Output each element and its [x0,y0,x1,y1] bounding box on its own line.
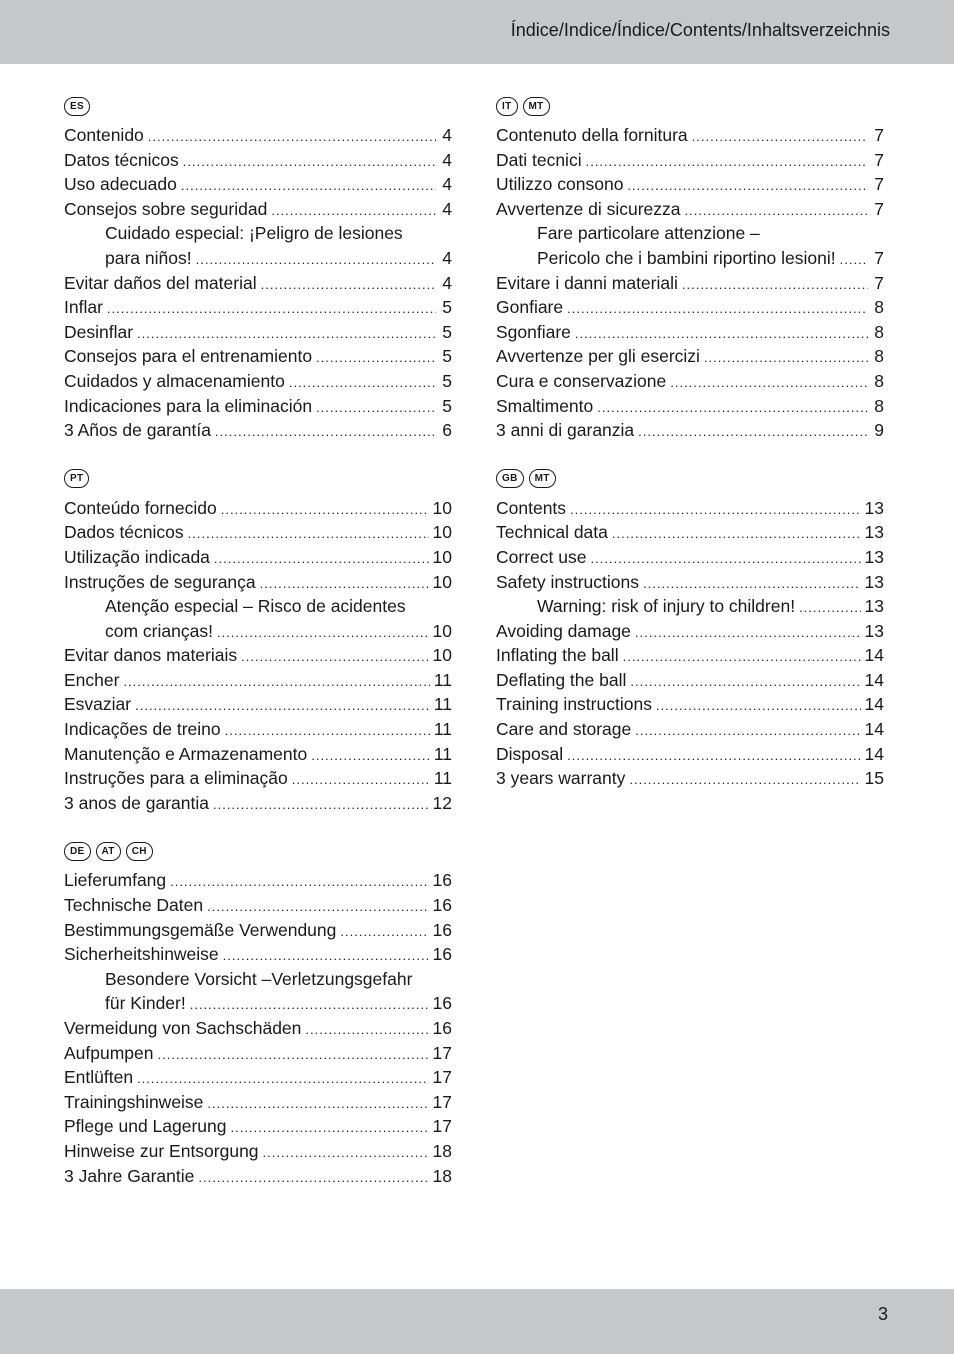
page-header [0,0,954,64]
toc-entry-label: 3 anni di garanzia [496,420,635,441]
toc-entry[interactable] [64,918,452,943]
dot-leader [188,522,429,547]
toc-entry-label: Avvertenze per gli esercizi [496,346,700,367]
dot-leader [231,1116,429,1141]
toc-entry-page: 4 [442,125,452,145]
language-badge: PT [64,469,89,488]
dot-leader [292,768,430,793]
toc-entry-page: 14 [864,694,884,715]
toc-entry-page: 4 [442,198,452,219]
toc-entry[interactable] [496,148,884,173]
toc-entry-page: 5 [442,321,452,342]
toc-entry-label: Evitar daños del material [64,272,257,293]
language-badge: GB [496,469,524,488]
toc-entry-label: Inflar [64,297,103,318]
toc-entry[interactable] [496,418,884,443]
toc-section-de [64,839,452,1188]
toc-entry-label: Avoiding damage [496,620,631,641]
toc-entry-page: 18 [432,1140,452,1161]
toc-entry-label: Contents [496,497,567,518]
language-badge: CH [126,842,153,861]
dot-leader [170,870,428,895]
toc-entry-page: 8 [874,370,884,391]
toc-entry-page: 17 [432,1067,452,1088]
dot-leader [570,498,860,523]
toc-entry-page: 11 [433,768,452,789]
dot-leader [316,396,436,421]
toc-entry-label: Consejos para el entrenamiento [64,346,313,367]
toc-entry[interactable] [496,496,884,521]
dot-leader [627,174,868,199]
dot-leader [107,297,436,322]
toc-entry[interactable] [64,246,452,271]
toc-entry-page: 6 [442,420,452,441]
toc-entry-subline: Atenção especial – Risco de acidentes [105,596,406,617]
dot-leader [670,371,868,396]
toc-entry-page: 7 [874,149,884,170]
toc-section-pt [64,467,452,816]
toc-entry-label: Avvertenze di sicurezza [496,198,681,219]
toc-entry[interactable] [64,369,452,394]
language-badges [496,467,884,491]
dot-leader [225,719,430,744]
dot-leader [214,547,429,572]
dot-leader [207,1092,428,1117]
toc-entry[interactable] [64,271,452,296]
toc-entry[interactable] [496,766,884,791]
toc-entry-page: 13 [864,546,884,567]
toc-entry-page: 8 [874,346,884,367]
toc-entry-page: 14 [864,669,884,690]
toc-entry[interactable] [64,717,452,742]
language-badges [64,94,452,118]
toc-entry-label: Safety instructions [496,571,639,592]
dot-leader [629,768,860,793]
toc-entry-label: Evitare i danni materiali [496,272,678,293]
language-badge: ES [64,97,90,116]
toc-entry[interactable] [64,570,452,595]
toc-entry-label: Smaltimento [496,395,594,416]
toc-entry[interactable] [64,394,452,419]
toc-entry-label: Inflating the ball [496,645,619,666]
toc-entry-label: 3 years warranty [496,768,626,789]
toc-entry[interactable] [496,545,884,570]
toc-entry-label: Entlüften [64,1067,134,1088]
dot-leader [148,125,436,150]
toc-entry-page: 16 [432,993,452,1014]
toc-entry-label: Technical data [496,522,608,543]
toc-entry[interactable] [64,791,452,816]
toc-entry-page: 18 [432,1165,452,1186]
toc-entry-label: Deflating the ball [496,669,627,690]
dot-leader [181,174,436,199]
toc-entry-label: Disposal [496,743,564,764]
toc-entry-label: 3 anos de garantia [64,792,209,813]
toc-entry-label: Encher [64,669,120,690]
dot-leader [597,396,868,421]
toc-entry[interactable] [64,123,452,148]
toc-entry-page: 14 [864,645,884,666]
toc-entry-page: 11 [433,669,452,690]
toc-entry[interactable] [496,692,884,717]
toc-entry-label: Instruções de segurança [64,571,256,592]
toc-entry-label: Training instructions [496,694,652,715]
toc-entry-page: 4 [442,174,452,195]
toc-entry[interactable] [496,619,884,644]
dot-leader [196,248,436,273]
toc-entry[interactable] [64,172,452,197]
dot-leader [840,248,868,273]
toc-entry-page: 7 [874,125,884,145]
toc-entry[interactable] [64,1114,452,1139]
toc-entry-page: 10 [432,645,452,666]
toc-entry-subline: Fare particolare attenzione – [537,223,760,244]
dot-leader [567,297,868,322]
toc-entry[interactable] [496,570,884,595]
toc-entry-label: Utilizzo consono [496,174,624,195]
toc-entry-label: Pflege und Lagerung [64,1116,227,1137]
toc-entry[interactable] [64,295,452,320]
toc-entry-page: 15 [864,768,884,789]
dot-leader [223,944,429,969]
toc-entry-page: 4 [442,149,452,170]
dot-leader [123,670,429,695]
toc-entry-label: Hinweise zur Entsorgung [64,1140,259,1161]
toc-entry-label: Desinflar [64,321,134,342]
toc-entry[interactable] [64,545,452,570]
toc-entry[interactable] [496,344,884,369]
page-footer [0,1289,954,1354]
dot-leader [635,621,861,646]
toc-entry-label: Utilização indicada [64,546,210,567]
toc-entry-page: 7 [874,174,884,195]
toc-entry[interactable] [496,394,884,419]
toc-entry[interactable] [64,1090,452,1115]
toc-entry[interactable] [496,717,884,742]
toc-entry-page: 16 [432,895,452,916]
dot-leader [635,719,860,744]
toc-entry[interactable] [64,619,452,644]
toc-entry[interactable] [496,271,884,296]
dot-leader [137,322,436,347]
dot-leader [590,547,860,572]
toc-entry[interactable] [496,320,884,345]
toc-entry-page: 10 [432,497,452,518]
dot-leader [704,346,868,371]
toc-entry[interactable] [64,320,452,345]
toc-entry[interactable] [496,197,884,222]
toc-entry-label: Cura e conservazione [496,370,667,391]
toc-section-es [64,94,452,443]
toc-entry[interactable] [64,766,452,791]
toc-entry[interactable] [64,742,452,767]
dot-leader [799,596,860,621]
dot-leader [217,621,429,646]
toc-entry-page: 13 [864,522,884,543]
toc-entry[interactable] [64,520,452,545]
toc-entry-page: 17 [432,1042,452,1063]
toc-entry-label: für Kinder! [105,993,186,1014]
dot-leader [612,522,861,547]
dot-leader [685,199,869,224]
toc-entry-subline: Besondere Vorsicht –Verletzungsgefahr [105,968,413,989]
language-badge: MT [529,469,556,488]
dot-leader [643,572,861,597]
dot-leader [316,346,436,371]
toc-entry-label: Trainingshinweise [64,1091,204,1112]
toc-entry-page: 10 [432,522,452,543]
toc-entry-page: 16 [432,919,452,940]
toc-entry-label: Uso adecuado [64,174,177,195]
toc-entry-page: 12 [432,792,452,813]
toc-entry-page: 10 [432,620,452,641]
language-badge: IT [496,97,518,116]
toc-section-gb [496,467,884,791]
toc-entry-label: Aufpumpen [64,1042,154,1063]
dot-leader [137,1067,428,1092]
dot-leader [567,744,860,769]
toc-entry[interactable] [496,742,884,767]
toc-entry-label: para niños! [105,247,192,268]
toc-entry-page: 7 [874,247,884,268]
toc-entry-page: 11 [433,694,452,715]
toc-entry-label: Dati tecnici [496,149,582,170]
toc-entry-label: com crianças! [105,620,213,641]
toc-entry-page: 14 [864,719,884,740]
language-badges [64,839,452,863]
toc-entry-page: 8 [874,321,884,342]
toc-entry-label: Contenido [64,125,144,145]
toc-entry-page: 5 [442,346,452,367]
toc-entry-subline: Cuidado especial: ¡Peligro de lesiones [105,223,403,244]
left-column [64,94,452,1212]
toc-entry[interactable] [64,668,452,693]
dot-leader [207,895,428,920]
toc-entry[interactable] [64,1139,452,1164]
toc-entry-page: 17 [432,1091,452,1112]
dot-leader [213,793,429,818]
toc-entry[interactable] [64,496,452,521]
dot-leader [135,694,430,719]
toc-entry-label: Datos técnicos [64,149,179,170]
toc-entry[interactable] [64,643,452,668]
dot-leader [575,322,868,347]
toc-entry-label: Gonfiare [496,297,564,318]
dot-leader [311,744,430,769]
toc-entry[interactable] [64,1065,452,1090]
toc-entry-label: Evitar danos materiais [64,645,238,666]
toc-entry-page: 13 [864,497,884,518]
language-badges [496,94,884,118]
dot-leader [271,199,436,224]
dot-leader [638,420,868,445]
language-badge: MT [523,97,550,116]
dot-leader [158,1043,429,1068]
toc-entry-page: 13 [864,596,884,617]
toc-entry-label: Technische Daten [64,895,204,916]
right-column [496,94,884,815]
dot-leader [682,273,868,298]
toc-entry-page: 5 [442,395,452,416]
toc-entry-page: 16 [432,1018,452,1038]
toc-entry-label: Sicherheitshinweise [64,944,219,965]
toc-entry-label: Warning: risk of injury to children! [537,596,796,617]
toc-entry-page: 9 [874,420,884,441]
page-number: 3 [877,1304,888,1324]
toc-entry-page: 4 [442,247,452,268]
toc-entry[interactable] [64,991,452,1016]
header-title: Índice/Indice/Índice/Contents/Inhaltsverzeichnis [510,20,890,40]
dot-leader [630,670,860,695]
toc-entry-label: Dados técnicos [64,522,184,543]
toc-entry-page: 13 [864,571,884,592]
toc-entry-label: Bestimmungsgemäße Verwendung [64,919,337,940]
toc-entry-page: 10 [432,546,452,567]
toc-entry[interactable] [64,1164,452,1189]
toc-entry[interactable] [496,643,884,668]
dot-leader [215,420,436,445]
language-badge: DE [64,842,91,861]
toc-entry-page: 16 [432,944,452,965]
toc-entry-label: Conteúdo fornecido [64,497,217,518]
toc-entry-label: Cuidados y almacenamiento [64,370,285,391]
toc-entry[interactable] [496,594,884,619]
toc-entry[interactable] [496,369,884,394]
toc-entry-page: 17 [432,1116,452,1137]
language-badges [64,467,452,491]
toc-entry-label: Sgonfiare [496,321,571,342]
toc-entry-page: 4 [442,272,452,293]
dot-leader [190,993,429,1018]
language-badge: AT [96,842,121,861]
toc-entry[interactable] [64,868,452,893]
toc-entry-label: Pericolo che i bambini riportino lesioni! [537,247,836,268]
toc-entry-label: 3 Años de garantía [64,420,211,441]
toc-entry-label: Esvaziar [64,694,132,715]
dot-leader [261,273,436,298]
toc-entry-page: 11 [433,719,452,740]
toc-entry[interactable] [64,344,452,369]
dot-leader [241,645,428,670]
toc-entry-page: 7 [874,272,884,293]
toc-entry-label: Instruções para a eliminação [64,768,288,789]
toc-entry-label: Lieferumfang [64,870,167,891]
toc-entry-page: 8 [874,297,884,318]
dot-leader [623,645,861,670]
toc-entry-label: Consejos sobre seguridad [64,198,268,219]
toc-entry-label: Manutenção e Armazenamento [64,743,308,764]
dot-leader [289,371,436,396]
toc-entry-page: 14 [864,743,884,764]
dot-leader [198,1166,428,1191]
toc-entry[interactable] [496,246,884,271]
toc-entry-page: 16 [432,870,452,891]
toc-entry[interactable] [496,295,884,320]
dot-leader [656,694,861,719]
toc-entry-label: Correct use [496,546,587,567]
toc-entry-label: Indicaciones para la eliminación [64,395,313,416]
toc-entry[interactable] [496,520,884,545]
toc-entry-label: Contenuto della fornitura [496,125,688,145]
toc-section-it [496,94,884,443]
toc-entry[interactable] [496,172,884,197]
toc-entry-label: Care and storage [496,719,632,740]
toc-entry[interactable] [64,1016,452,1041]
dot-leader [183,150,436,175]
toc-entry-page: 5 [442,297,452,318]
toc-entry-page: 11 [433,743,452,764]
dot-leader [692,125,868,150]
toc-entry[interactable] [64,148,452,173]
toc-entry[interactable] [64,197,452,222]
dot-leader [340,920,428,945]
toc-entry[interactable] [64,692,452,717]
dot-leader [221,498,429,523]
toc-entry-page: 7 [874,198,884,219]
toc-entry[interactable] [64,418,452,443]
toc-entry[interactable] [64,893,452,918]
toc-entry[interactable] [496,123,884,148]
dot-leader [305,1018,428,1043]
toc-entry-label: 3 Jahre Garantie [64,1165,195,1186]
toc-entry-page: 10 [432,571,452,592]
toc-entry-page: 5 [442,370,452,391]
toc-entry-label: Indicações de treino [64,719,221,740]
toc-entry-label: Vermeidung von Sachschäden [64,1018,302,1038]
toc-entry[interactable] [64,942,452,967]
toc-entry[interactable] [64,1041,452,1066]
dot-leader [586,150,868,175]
toc-entry-page: 13 [864,620,884,641]
toc-entry[interactable] [496,668,884,693]
dot-leader [260,572,429,597]
toc-entry-page: 8 [874,395,884,416]
dot-leader [263,1141,429,1166]
